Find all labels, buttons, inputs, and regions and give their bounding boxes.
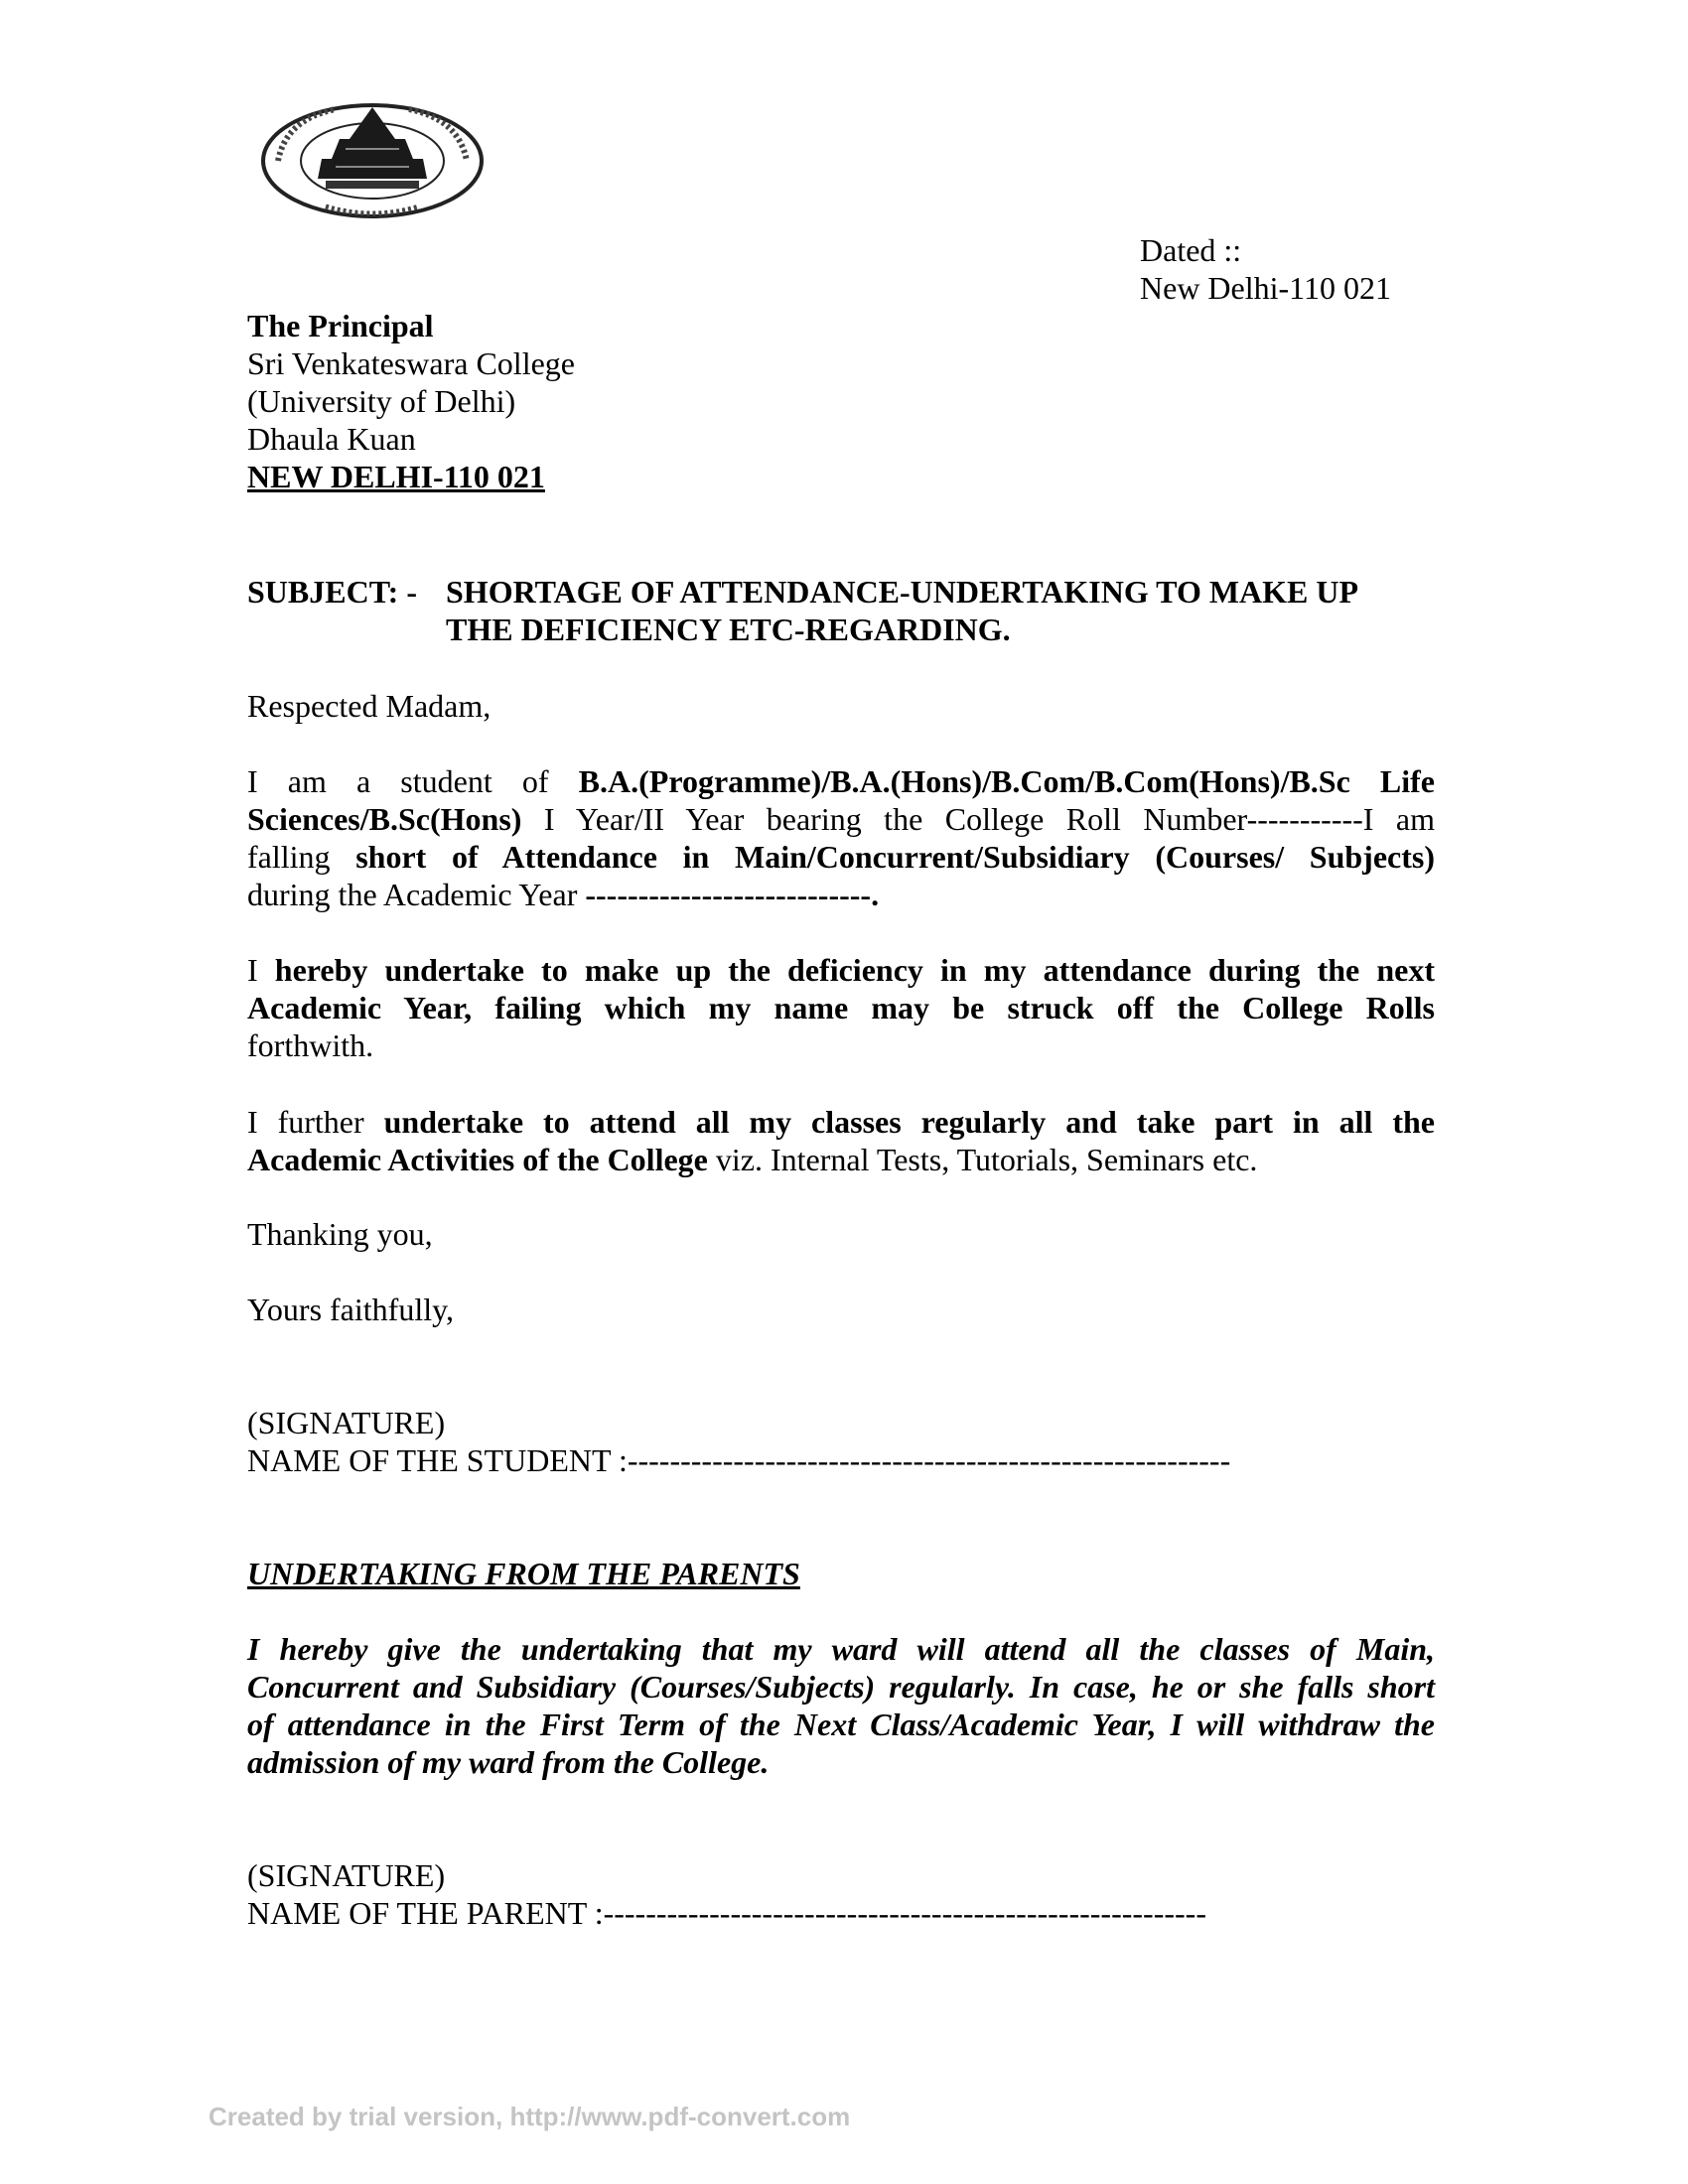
text: B.A.(Programme)/B.A.(Hons)/B.Com/B.Com(Hons)/B.Sc Life [578,763,1436,799]
signature-label: (SIGNATURE) [247,1405,446,1440]
subject-label: SUBJECT: - [247,574,417,610]
text: forthwith. [247,1027,374,1063]
dated-label: Dated :: [1140,232,1242,268]
watermark: Created by trial version, http://www.pdf-convert.com [209,2102,851,2131]
subject-line: THE DEFICIENCY ETC-REGARDING. [446,612,1011,647]
text: I Year/II Year bearing the College Roll Number-----------I am [543,801,1436,837]
text: during the Academic Year [247,877,578,912]
address-city: NEW DELHI-110 021 [247,459,545,494]
paragraph-enrollment [247,762,1435,913]
subject-text [446,573,1358,648]
text: of attendance in the First Term of the Next Class/Academic Year, I will withdraw the [247,1706,1435,1742]
subject-line: SHORTAGE OF ATTENDANCE-UNDERTAKING TO MAKE UP [446,574,1359,610]
text: Sciences/B.Sc(Hons) [247,801,522,837]
text: Academic Year, failing which my name may be struck off the College Rolls [247,990,1435,1025]
text: Concurrent and Subsidiary (Courses/Subjects) regularly. In case, he or she falls short [247,1669,1435,1705]
address-line: (University of Delhi) [247,383,516,419]
date-block [1140,231,1391,307]
text: I hereby give the undertaking that my ward will attend all the classes of Main, [247,1631,1435,1667]
text: I [247,952,258,988]
signature-label: (SIGNATURE) [247,1857,446,1893]
text: viz. Internal Tests, Tutorials, Seminars etc. [715,1142,1258,1177]
text: ---------------------------. [585,877,880,912]
salutation: Respected Madam, [247,688,492,724]
address-block [247,307,575,495]
text: short of Attendance in Main/Concurrent/Subsidiary (Courses/ Subjects) [355,839,1436,875]
parents-heading: UNDERTAKING FROM THE PARENTS [247,1556,800,1591]
text: hereby undertake to make up the deficiency in my attendance during the next [274,952,1436,988]
paragraph-attendance [247,1103,1435,1178]
parent-name-field: NAME OF THE PARENT :--------------------------------------------------------- [247,1895,1206,1931]
address-line: Dhaula Kuan [247,421,416,457]
student-name-field: NAME OF THE STUDENT :--------------------------------------------------------- [247,1442,1231,1478]
closing-yours: Yours faithfully, [247,1292,455,1327]
student-signature-block [247,1404,1230,1479]
recipient: The Principal [247,308,434,343]
college-seal-icon [256,99,490,223]
place-label: New Delhi-110 021 [1140,270,1391,306]
closing-thanks: Thanking you, [247,1216,433,1252]
parent-signature-block [247,1856,1206,1932]
address-line: Sri Venkateswara College [247,345,575,381]
text: I further [247,1104,364,1140]
parents-undertaking [247,1630,1435,1781]
text: I am a student of [247,763,549,799]
text: admission of my ward from the College. [247,1744,770,1780]
text: falling [247,839,331,875]
text: undertake to attend all my classes regularly and take part in all the [383,1104,1436,1140]
text: Academic Activities of the College [247,1142,708,1177]
paragraph-undertaking [247,951,1435,1064]
